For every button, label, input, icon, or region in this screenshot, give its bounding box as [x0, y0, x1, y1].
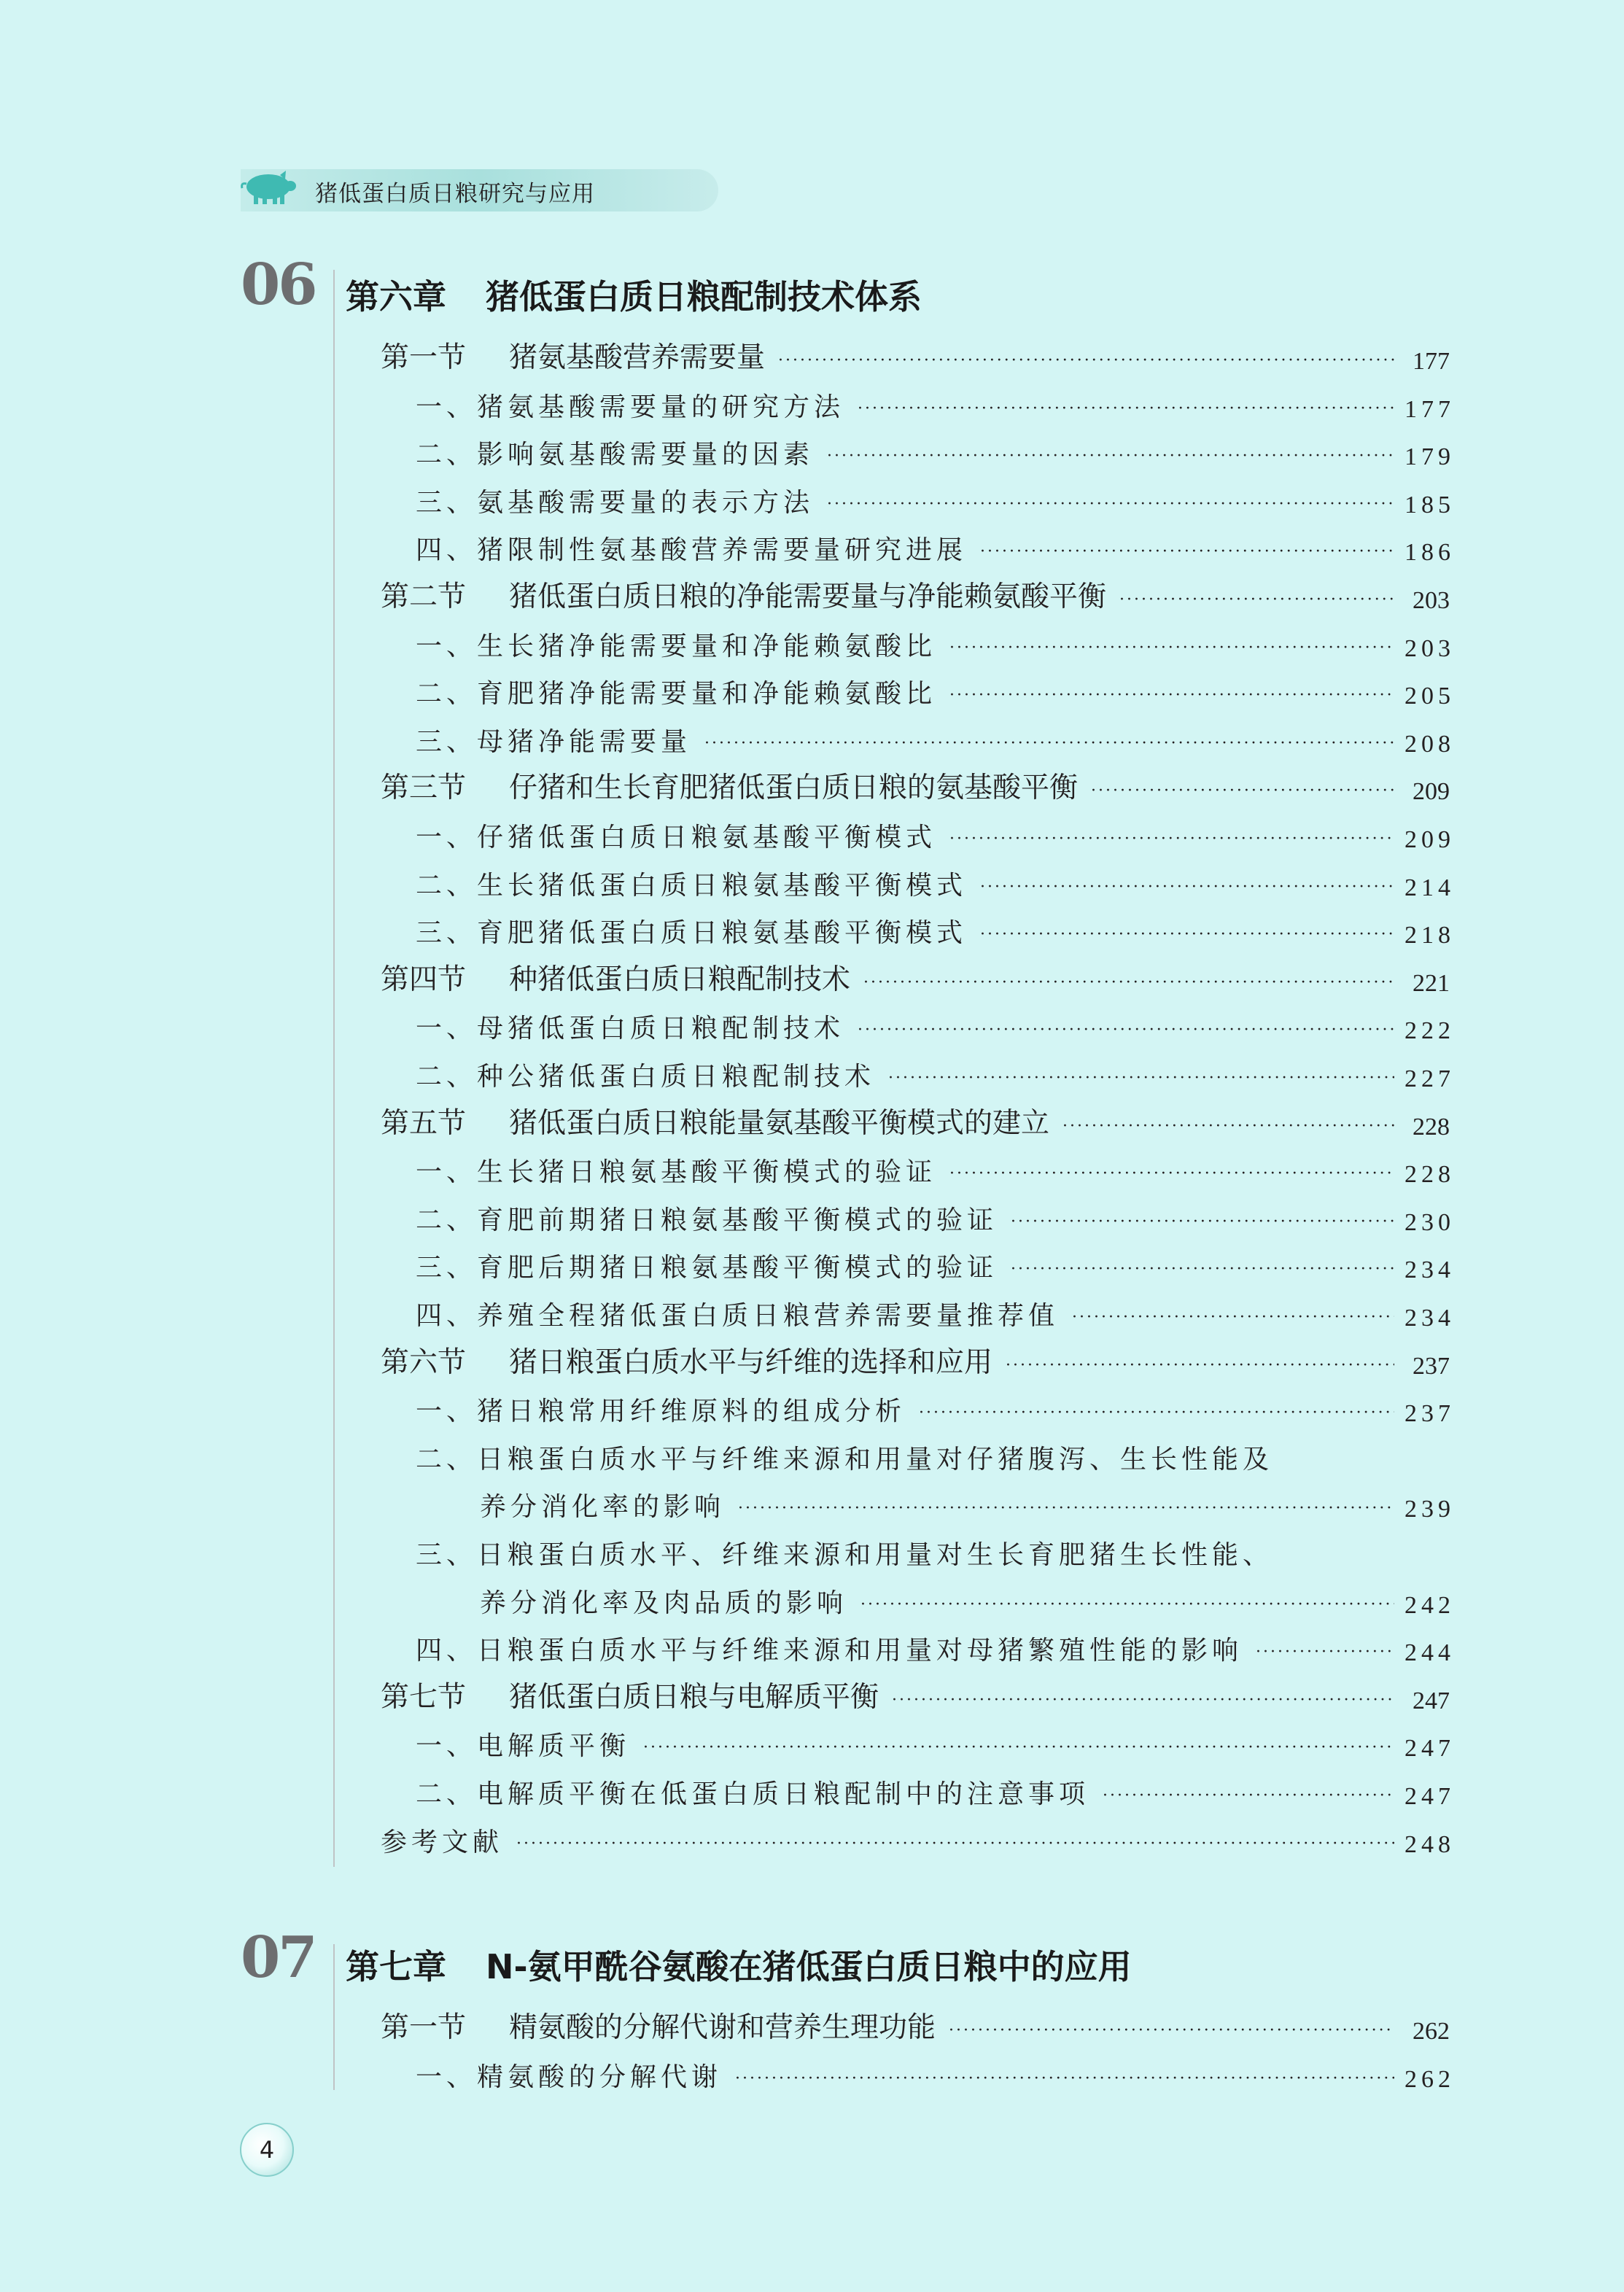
toc-item-entry[interactable] [416, 1152, 1455, 1189]
entry-text [381, 765, 1078, 806]
dot-leader [704, 735, 1394, 753]
toc-section-entry[interactable] [381, 578, 1450, 615]
entry-title: 四、猪限制性氨基酸营养需要量研究进展 [416, 535, 968, 566]
entry-title: 一、生长猪日粮氨基酸平衡模式的验证 [416, 1157, 937, 1188]
entry-title: 养分消化率及肉品质的影响 [480, 1588, 848, 1618]
entry-text [480, 1582, 847, 1620]
entry-text [381, 335, 765, 376]
entry-text [381, 1340, 992, 1380]
entry-title: 一、猪日粮常用纤维原料的组成分析 [416, 1396, 906, 1427]
dot-leader [1011, 1261, 1394, 1278]
section-number: 第四节 [381, 963, 467, 996]
entry-title: 三、日粮蛋白质水平、纤维来源和用量对生长育肥猪生长性能、 [416, 1540, 1274, 1570]
section-number: 第七节 [381, 1680, 467, 1714]
chapter-title-text: 猪低蛋白质日粮配制技术体系 [486, 277, 922, 316]
entry-title: 精氨酸的分解代谢和营养生理功能 [509, 2011, 936, 2044]
page-reference: 185 [1405, 491, 1455, 518]
dot-leader [980, 543, 1394, 561]
toc-item-entry[interactable] [416, 530, 1455, 567]
entry-title: 一、生长猪净能需要量和净能赖氨酸比 [416, 631, 937, 661]
entry-text [416, 2056, 722, 2094]
dot-leader [949, 2022, 1394, 2040]
section-number: 第一节 [381, 341, 467, 374]
dot-leader [827, 448, 1394, 465]
book-title: 猪低蛋白质日粮研究与应用 [315, 181, 595, 207]
toc-item-entry[interactable] [416, 1391, 1455, 1428]
chapter-label: 第六章 [346, 277, 446, 316]
entry-title: 二、生长猪低蛋白质日粮氨基酸平衡模式 [416, 870, 968, 901]
page-reference: 221 [1413, 969, 1450, 997]
page-number: 4 [240, 2123, 294, 2177]
chapter-divider-line [333, 270, 335, 1867]
toc-item-entry[interactable] [416, 1631, 1455, 1667]
toc-references-entry[interactable] [381, 1822, 1455, 1859]
page-reference: 209 [1413, 778, 1450, 806]
entry-text [416, 673, 936, 710]
entry-text [416, 1295, 1059, 1332]
entry-title: 四、日粮蛋白质水平与纤维来源和用量对母猪繁殖性能的影响 [416, 1636, 1243, 1666]
dot-leader [1062, 1118, 1394, 1135]
toc-section-entry[interactable] [381, 1679, 1450, 1715]
toc-item-entry[interactable] [480, 1487, 1455, 1523]
toc-item-entry[interactable] [416, 866, 1455, 902]
section-number: 第五节 [381, 1106, 467, 1140]
entry-text [381, 574, 1106, 615]
entry-text [416, 529, 967, 567]
dot-leader [860, 1596, 1394, 1614]
page-reference: 244 [1405, 1639, 1455, 1667]
page-reference: 179 [1405, 443, 1455, 471]
dot-leader [949, 1165, 1394, 1183]
dot-leader [980, 879, 1394, 896]
dot-leader [1011, 1213, 1394, 1231]
entry-title: 二、育肥前期猪日粮氨基酸平衡模式的验证 [416, 1205, 998, 1235]
entry-text [416, 1774, 1089, 1811]
entry-text [381, 1100, 1049, 1141]
dot-leader [643, 1739, 1394, 1757]
dot-leader [735, 2070, 1394, 2088]
entry-text [381, 1674, 879, 1715]
dot-leader [858, 1022, 1394, 1039]
chapter-divider-line [333, 1944, 335, 2090]
page-reference: 228 [1413, 1113, 1450, 1141]
page-reference: 237 [1405, 1400, 1455, 1428]
entry-text [416, 434, 814, 471]
entry-title: 猪日粮蛋白质水平与纤维的选择和应用 [509, 1345, 993, 1379]
dot-leader [949, 687, 1394, 704]
entry-text [416, 626, 936, 663]
chapter-number: 06 [241, 252, 316, 318]
toc-item-entry[interactable] [416, 1009, 1455, 1045]
toc-item-entry[interactable] [416, 913, 1455, 949]
entry-title: 三、氨基酸需要量的表示方法 [416, 487, 815, 518]
toc-item-entry[interactable] [416, 387, 1455, 424]
toc-item-entry[interactable] [416, 1535, 1450, 1572]
dot-leader [778, 352, 1394, 370]
entry-title: 三、育肥后期猪日粮氨基酸平衡模式的验证 [416, 1253, 998, 1283]
entry-text [416, 1630, 1243, 1667]
entry-title: 三、母猪净能需要量 [416, 726, 692, 757]
toc-item-entry[interactable] [416, 435, 1455, 471]
dot-leader [738, 1500, 1394, 1518]
toc-item-entry[interactable] [416, 1248, 1455, 1284]
toc-section-entry[interactable] [381, 1344, 1450, 1380]
entry-title: 参考文献 [381, 1827, 504, 1857]
toc-item-entry[interactable] [416, 1774, 1455, 1811]
section-number: 第三节 [381, 772, 467, 805]
entry-text [381, 957, 850, 998]
dot-leader [863, 974, 1394, 992]
toc-section-entry[interactable] [381, 769, 1450, 806]
dot-leader [858, 400, 1394, 418]
page-reference: 228 [1405, 1161, 1455, 1189]
toc-item-entry[interactable] [416, 483, 1455, 519]
page-reference: 230 [1405, 1208, 1455, 1236]
toc-item-entry[interactable] [416, 1057, 1455, 1093]
entry-title: 二、电解质平衡在低蛋白质日粮配制中的注意事项 [416, 1779, 1090, 1809]
page-reference: 237 [1413, 1352, 1450, 1380]
chapter-number: 07 [241, 1924, 316, 1991]
page-reference: 209 [1405, 826, 1455, 853]
section-number: 第二节 [381, 580, 467, 613]
page-reference: 247 [1413, 1687, 1450, 1714]
entry-title: 二、影响氨基酸需要量的因素 [416, 440, 815, 470]
toc-item-entry[interactable] [416, 1726, 1455, 1763]
toc-item-entry[interactable] [416, 722, 1455, 758]
entry-title: 养分消化率的影响 [480, 1492, 726, 1523]
entry-title: 仔猪和生长育肥猪低蛋白质日粮的氨基酸平衡 [509, 772, 1079, 805]
page-reference: 203 [1413, 587, 1450, 614]
entry-text [416, 1391, 906, 1428]
page-reference: 203 [1405, 634, 1455, 662]
entry-text [416, 1534, 1273, 1572]
page-reference: 218 [1405, 922, 1455, 949]
pig-icon [239, 168, 296, 209]
dot-leader [1091, 782, 1394, 800]
page-reference: 247 [1405, 1783, 1455, 1810]
entry-title: 一、猪氨基酸需要量的研究方法 [416, 392, 845, 422]
dot-leader [980, 926, 1394, 944]
page-reference: 239 [1405, 1496, 1455, 1523]
entry-text [381, 2005, 936, 2046]
entry-text [416, 1439, 1273, 1476]
page-reference: 248 [1405, 1830, 1455, 1858]
entry-title: 猪低蛋白质日粮的净能需要量与净能赖氨酸平衡 [509, 580, 1107, 613]
toc-item-entry[interactable] [416, 1440, 1450, 1476]
page-reference: 177 [1405, 395, 1455, 423]
entry-text [416, 912, 967, 949]
entry-title: 一、精氨酸的分解代谢 [416, 2062, 723, 2092]
dot-leader [919, 1405, 1394, 1422]
page-reference: 214 [1405, 874, 1455, 901]
entry-text [416, 386, 844, 424]
toc-item-entry[interactable] [480, 1583, 1455, 1620]
toc-section-entry[interactable] [381, 961, 1450, 998]
entry-title: 种猪低蛋白质日粮配制技术 [509, 963, 851, 996]
toc-item-entry[interactable] [416, 1200, 1455, 1237]
toc-section-entry[interactable] [381, 1105, 1450, 1141]
section-number: 第六节 [381, 1345, 467, 1379]
entry-text [416, 865, 967, 902]
page-reference: 205 [1405, 683, 1455, 710]
page-reference: 208 [1405, 730, 1455, 758]
dot-leader [892, 1692, 1394, 1709]
entry-text [416, 817, 936, 854]
entry-title: 四、养殖全程猪低蛋白质日粮营养需要量推荐值 [416, 1301, 1060, 1331]
page-reference: 242 [1405, 1591, 1455, 1619]
chapter-title [346, 277, 922, 316]
page-reference: 227 [1405, 1065, 1455, 1092]
section-number: 第一节 [381, 2011, 467, 2044]
toc-item-entry[interactable] [416, 626, 1455, 663]
chapter-title-text: N-氨甲酰谷氨酸在猪低蛋白质日粮中的应用 [486, 1947, 1132, 1986]
entry-title: 三、育肥猪低蛋白质日粮氨基酸平衡模式 [416, 918, 968, 949]
entry-text [416, 1200, 998, 1237]
entry-text [416, 721, 691, 758]
dot-leader [1006, 1357, 1394, 1375]
chapter-title [346, 1947, 1132, 1986]
page-reference: 177 [1413, 348, 1450, 375]
entry-text [416, 1008, 844, 1045]
entry-text [416, 1056, 875, 1093]
chapter-label: 第七章 [346, 1947, 446, 1986]
page-reference: 262 [1405, 2065, 1455, 2093]
page-reference: 234 [1405, 1256, 1455, 1284]
entry-title: 猪低蛋白质日粮与电解质平衡 [509, 1680, 879, 1714]
page-reference: 234 [1405, 1305, 1455, 1332]
entry-title: 二、育肥猪净能需要量和净能赖氨酸比 [416, 679, 937, 710]
dot-leader [516, 1835, 1394, 1853]
dot-leader [1256, 1644, 1394, 1661]
toc-item-entry[interactable] [416, 2057, 1455, 2094]
dot-leader [827, 496, 1394, 513]
toc-item-entry[interactable] [416, 817, 1455, 854]
entry-text [480, 1486, 725, 1523]
entry-title: 猪氨基酸营养需要量 [509, 341, 766, 374]
page-reference: 186 [1405, 539, 1455, 567]
entry-title: 一、母猪低蛋白质日粮配制技术 [416, 1014, 845, 1044]
toc-section-entry[interactable] [381, 2009, 1450, 2046]
toc-section-entry[interactable] [381, 339, 1450, 376]
dot-leader [1119, 591, 1394, 609]
entry-text [416, 1151, 936, 1189]
entry-text [416, 1725, 630, 1763]
entry-title: 猪低蛋白质日粮能量氨基酸平衡模式的建立 [509, 1106, 1050, 1140]
entry-title: 一、电解质平衡 [416, 1731, 631, 1762]
entry-text [416, 482, 814, 519]
page-reference: 222 [1405, 1017, 1455, 1045]
entry-title: 一、仔猪低蛋白质日粮氨基酸平衡模式 [416, 823, 937, 852]
dot-leader [888, 1070, 1394, 1087]
entry-text [416, 1247, 998, 1284]
dot-leader [1072, 1309, 1394, 1326]
entry-title: 二、种公猪低蛋白质日粮配制技术 [416, 1062, 876, 1092]
dot-leader [1103, 1787, 1394, 1805]
toc-item-entry[interactable] [416, 1296, 1455, 1332]
dot-leader [949, 831, 1394, 848]
entry-title: 二、日粮蛋白质水平与纤维来源和用量对仔猪腹泻、生长性能及 [416, 1444, 1274, 1475]
page-reference: 262 [1413, 2018, 1450, 2045]
entry-text [381, 1822, 503, 1859]
toc-item-entry[interactable] [416, 674, 1455, 710]
dot-leader [949, 640, 1394, 657]
page-reference: 247 [1405, 1735, 1455, 1763]
